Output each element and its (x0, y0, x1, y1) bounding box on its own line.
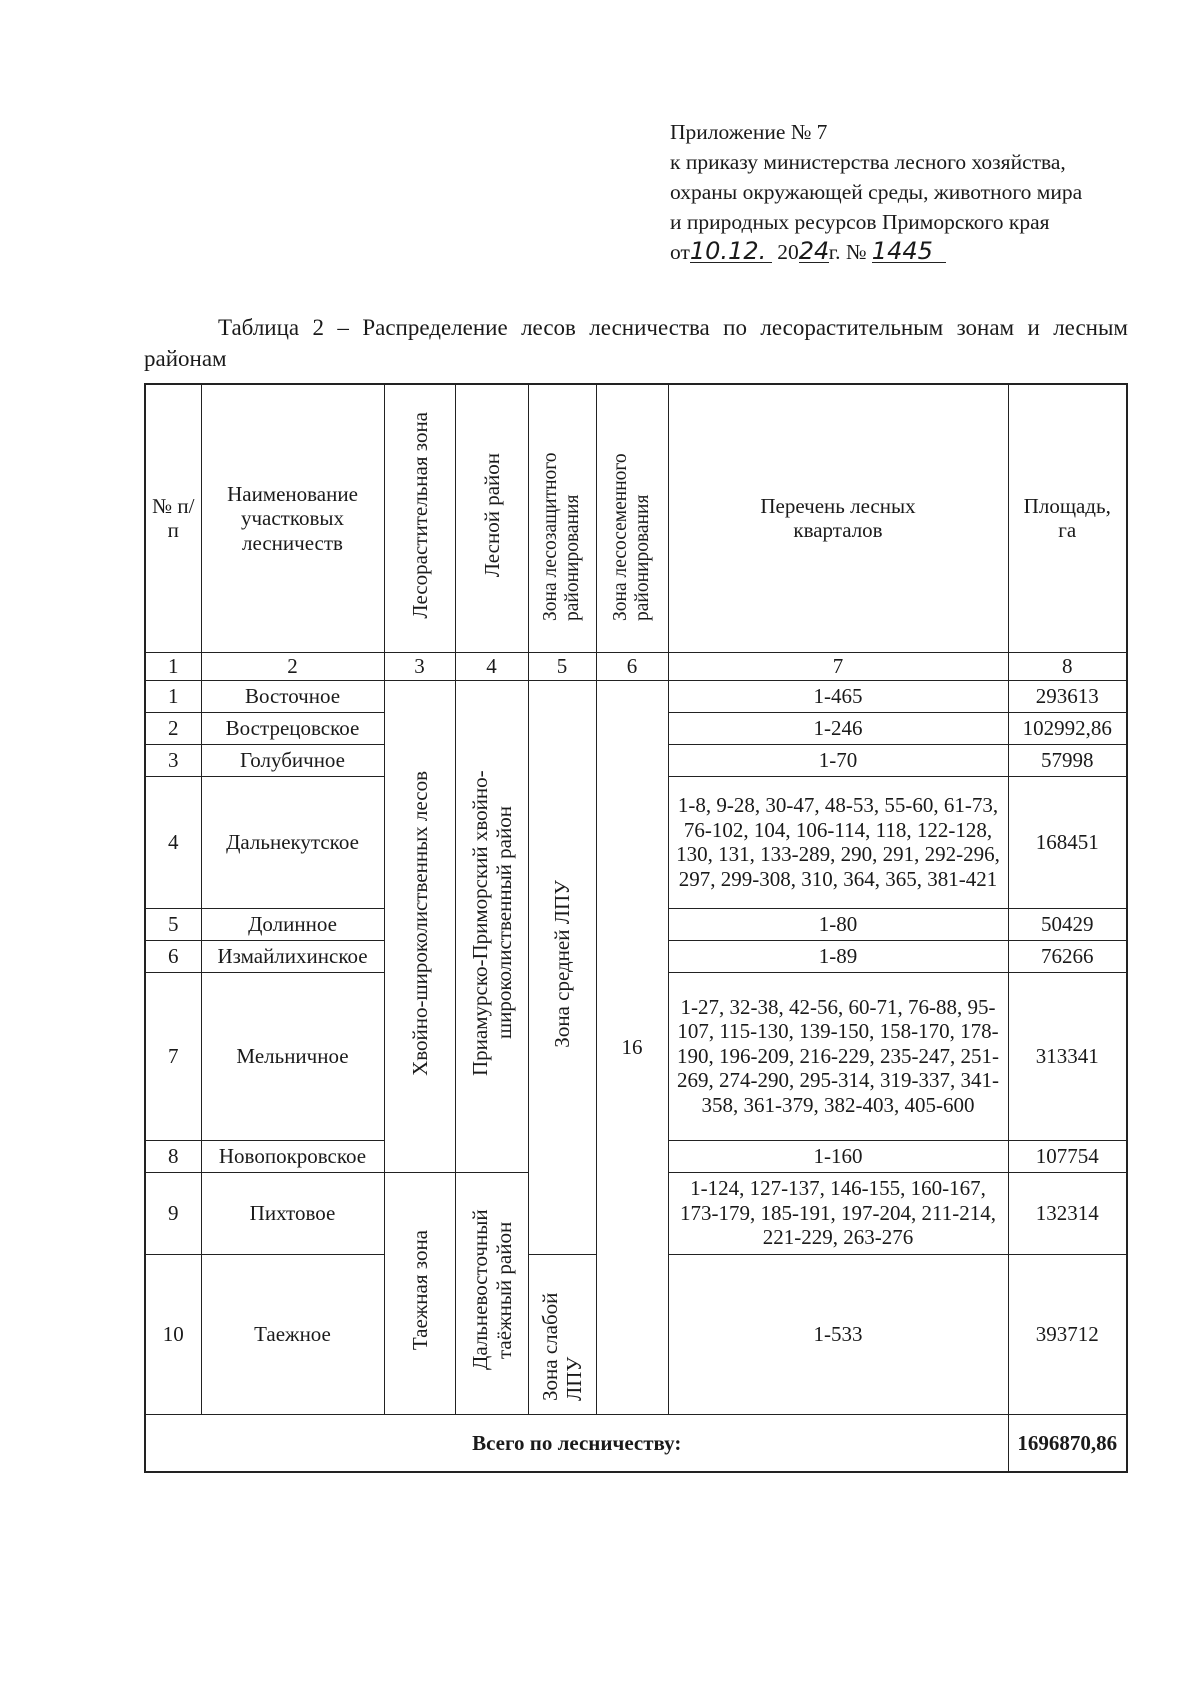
header-area: Площадь, га (1008, 384, 1127, 652)
appendix-line: к приказу министерства лесного хозяйства, (670, 150, 1066, 174)
row-area: 102992,86 (1008, 712, 1127, 744)
row-quarters: 1-124, 127-137, 146-155, 160-167, 173-179, 185-191, 197-204, 211-214, 221-229, 263-276 (668, 1172, 1008, 1254)
row-area: 168451 (1008, 776, 1127, 908)
row-area: 393712 (1008, 1254, 1127, 1414)
order-date-line (670, 237, 1130, 267)
forest-distribution-table (144, 383, 1128, 1473)
row-name: Долинное (201, 908, 384, 940)
appendix-line: и природных ресурсов Приморского края (670, 210, 1050, 234)
merged-seed: 16 (596, 680, 668, 1414)
row-quarters: 1-89 (668, 940, 1008, 972)
table-row (145, 680, 1127, 712)
row-quarters: 1-160 (668, 1140, 1008, 1172)
merged-district-b: Дальневосточный таёжный район (455, 1172, 528, 1414)
merged-protect-b: Зона слабой ЛПУ (528, 1254, 596, 1414)
col-number: 7 (668, 652, 1008, 680)
header-name: Наименование участковых лесничеств (201, 384, 384, 652)
merged-district-a: Приамурско-Приморский хвойно-широколиственный район (455, 680, 528, 1172)
row-num: 4 (145, 776, 201, 908)
row-name: Пихтовое (201, 1172, 384, 1254)
row-num: 3 (145, 744, 201, 776)
row-area: 57998 (1008, 744, 1127, 776)
col-number: 1 (145, 652, 201, 680)
col-number: 2 (201, 652, 384, 680)
header-district: Лесной район (455, 384, 528, 652)
row-area: 107754 (1008, 1140, 1127, 1172)
table-header-row (145, 384, 1127, 652)
row-name: Вострецовское (201, 712, 384, 744)
merged-zone-b: Таежная зона (384, 1172, 455, 1414)
row-quarters: 1-533 (668, 1254, 1008, 1414)
row-quarters: 1-465 (668, 680, 1008, 712)
row-num: 2 (145, 712, 201, 744)
row-area: 293613 (1008, 680, 1127, 712)
total-label: Всего по лесничеству: (145, 1414, 1008, 1472)
row-num: 1 (145, 680, 201, 712)
row-name: Измайлихинское (201, 940, 384, 972)
row-quarters: 1-27, 32-38, 42-56, 60-71, 76-88, 95-107, 115-130, 139-150, 158-170, 178-190, 196-209, 216-229, 235-247, 251-269, 274-290, 295-314, 319-337, 341-358, 361-379, 382-403, 405-600 (668, 972, 1008, 1140)
header-quarters: Перечень лесных кварталов (668, 384, 1008, 652)
appendix-line: охраны окружающей среды, животного мира (670, 180, 1083, 204)
column-number-row (145, 652, 1127, 680)
table-caption: Таблица 2 – Распределение лесов лесничества по лесорастительным зонам и лесным районам (144, 315, 1128, 371)
handwritten-date: 10.12. (690, 240, 772, 263)
header-num: № п/п (145, 384, 201, 652)
row-quarters: 1-70 (668, 744, 1008, 776)
header-zone: Лесорастительная зона (384, 384, 455, 652)
col-number: 5 (528, 652, 596, 680)
from-prefix: от (670, 240, 690, 264)
row-name: Голубичное (201, 744, 384, 776)
row-quarters: 1-8, 9-28, 30-47, 48-53, 55-60, 61-73, 76-102, 104, 106-114, 118, 122-128, 130, 131, 133-289, 290, 291, 292-296, 297, 299-308, 310, 364, 365, 381-421 (668, 776, 1008, 908)
row-name: Мельничное (201, 972, 384, 1140)
header-protect-zone: Зона лесозащитного районирования (528, 384, 596, 652)
total-row (145, 1414, 1127, 1472)
header-seed-zone: Зона лесосеменного районирования (596, 384, 668, 652)
row-num: 10 (145, 1254, 201, 1414)
handwritten-year: 24 (798, 237, 830, 265)
row-name: Новопокровское (201, 1140, 384, 1172)
row-num: 9 (145, 1172, 201, 1254)
col-number: 6 (596, 652, 668, 680)
col-number: 3 (384, 652, 455, 680)
row-num: 7 (145, 972, 201, 1140)
col-number: 8 (1008, 652, 1127, 680)
row-num: 8 (145, 1140, 201, 1172)
row-name: Таежное (201, 1254, 384, 1414)
total-value: 1696870,86 (1008, 1414, 1127, 1472)
year-prefix: 20 (777, 240, 799, 264)
row-num: 6 (145, 940, 201, 972)
handwritten-number: 1445 (872, 240, 946, 263)
year-suffix: г. № (828, 240, 867, 264)
row-name: Восточное (201, 680, 384, 712)
col-number: 4 (455, 652, 528, 680)
appendix-title: Приложение № 7 (670, 120, 828, 144)
row-area: 50429 (1008, 908, 1127, 940)
row-area: 313341 (1008, 972, 1127, 1140)
row-area: 132314 (1008, 1172, 1127, 1254)
row-area: 76266 (1008, 940, 1127, 972)
row-quarters: 1-246 (668, 712, 1008, 744)
merged-zone-a: Хвойно-широколиственных лесов (384, 680, 455, 1172)
row-num: 5 (145, 908, 201, 940)
row-name: Дальнекутское (201, 776, 384, 908)
merged-protect-a: Зона средней ЛПУ (528, 680, 596, 1254)
appendix-header (670, 117, 1130, 267)
row-quarters: 1-80 (668, 908, 1008, 940)
